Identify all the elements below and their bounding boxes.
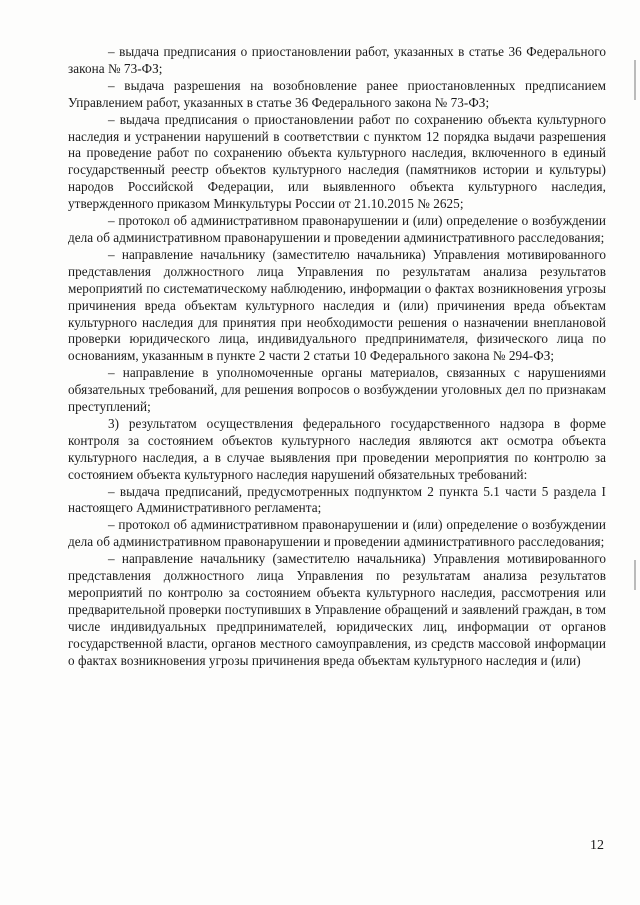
paragraph-4: – протокол об административном правонарушении и (или) определение о возбуждении дела об административном правонарушении и проведении административного расследования; xyxy=(68,213,606,245)
paragraph-1: – выдача предписания о приостановлении работ, указанных в статье 36 Федерального закона № 73-ФЗ; xyxy=(68,44,606,76)
paragraph-7: 3) результатом осуществления федерального государственного надзора в форме контроля за состоянием объектов культурного наследия являются акт осмотра объекта культурного наследия, а в случае выявления при проведении мероприятия по контролю за состоянием объекта культурного наследия нарушений обязательных требований: xyxy=(68,415,606,482)
document-body xyxy=(68,44,606,670)
paragraph-8: – выдача предписаний, предусмотренных подпунктом 2 пункта 5.1 части 5 раздела I настоящего Административного регламента; xyxy=(68,483,606,516)
paragraph-3: – выдача предписания о приостановлении работ по сохранению объекта культурного наследия и устранении нарушений в соответствии с пунктом 12 порядка выдачи разрешения на проведение работ по сохранению объекта культурного наследия, включенного в единый государственный реестр объектов культурного наследия (памятников истории и культуры) народов Российской Федерации, или выявленного объекта культурного наследия, утвержденного приказом Минкультуры России от 21.10.2015 № 2625; xyxy=(68,111,606,212)
scan-edge-mark xyxy=(634,60,636,100)
paragraph-10: – направление начальнику (заместителю начальника) Управления мотивированного представления должностного лица Управления по результатам анализа результатов мероприятий по контролю за состоянием объекта культурного наследия, рассмотрения или предварительной проверки поступивших в Управление обращений и заявлений граждан, в том числе индивидуальных предпринимателей, юридических лиц, информации от органов государственной власти, органов местного самоуправления, из средств массовой информации о фактах возникновения угрозы причинения вреда объектам культурного наследия и (или) xyxy=(68,551,606,668)
scan-edge-mark xyxy=(634,560,636,590)
paragraph-9: – протокол об административном правонарушении и (или) определение о возбуждении дела об административном правонарушении и проведении административного расследования; xyxy=(68,517,606,550)
page-number: 12 xyxy=(590,838,604,853)
paragraph-5: – направление начальнику (заместителю начальника) Управления мотивированного представления должностного лица Управления по результатам анализа результатов мероприятий по систематическому наблюдению, информации о фактах возникновения угрозы причинения вреда объектам культурного наследия и (или) причинения вреда объектам культурного наследия для принятия при необходимости решения о назначении внеплановой проверки юридического лица, индивидуального предпринимателя, физического лица по основаниям, указанным в пункте 2 части 2 статьи 10 Федерального закона № 294-ФЗ; xyxy=(68,246,606,364)
paragraph-6: – направление в уполномоченные органы материалов, связанных с нарушениями обязательных требований, для решения вопросов о возбуждении уголовных дел по признакам преступлений; xyxy=(68,365,606,415)
paragraph-2: – выдача разрешения на возобновление ранее приостановленных предписанием Управлением работ, указанных в статье 36 Федерального закона № 73-ФЗ; xyxy=(68,77,606,110)
